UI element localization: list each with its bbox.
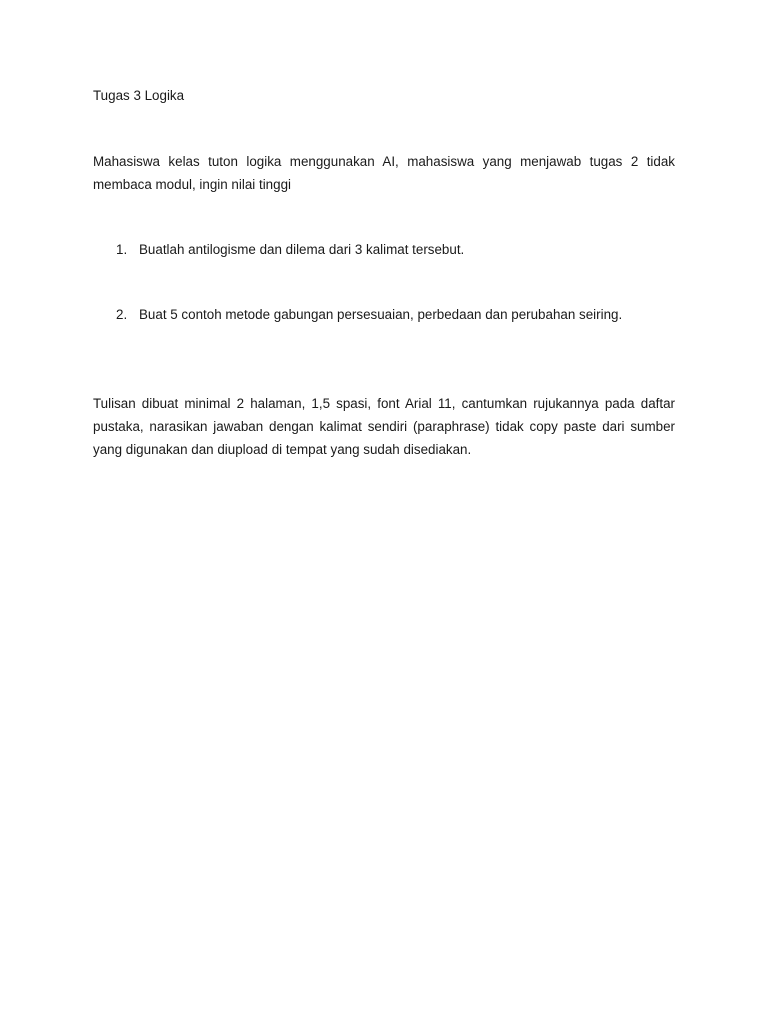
- intro-paragraph: Mahasiswa kelas tuton logika menggunakan AI, mahasiswa yang menjawab tugas 2 tidak membaca modul, ingin nilai tinggi: [93, 154, 675, 192]
- task-item-2: [116, 307, 622, 323]
- task-text: Buatlah antilogisme dan dilema dari 3 kalimat tersebut.: [139, 242, 465, 257]
- instructions-paragraph: Tulisan dibuat minimal 2 halaman, 1,5 spasi, font Arial 11, cantumkan rujukannya pada daftar pustaka, narasikan jawaban dengan kalimat sendiri (paraphrase) tidak copy paste dari sumber yang digunakan dan diupload di tempat yang sudah disediakan.: [93, 396, 675, 457]
- task-number: 1.: [116, 242, 128, 257]
- task-text: Buat 5 contoh metode gabungan persesuaian, perbedaan dan perubahan seiring.: [139, 307, 623, 322]
- task-number: 2.: [116, 307, 128, 322]
- document-title: Tugas 3 Logika: [93, 88, 185, 103]
- task-item-1: [116, 242, 464, 258]
